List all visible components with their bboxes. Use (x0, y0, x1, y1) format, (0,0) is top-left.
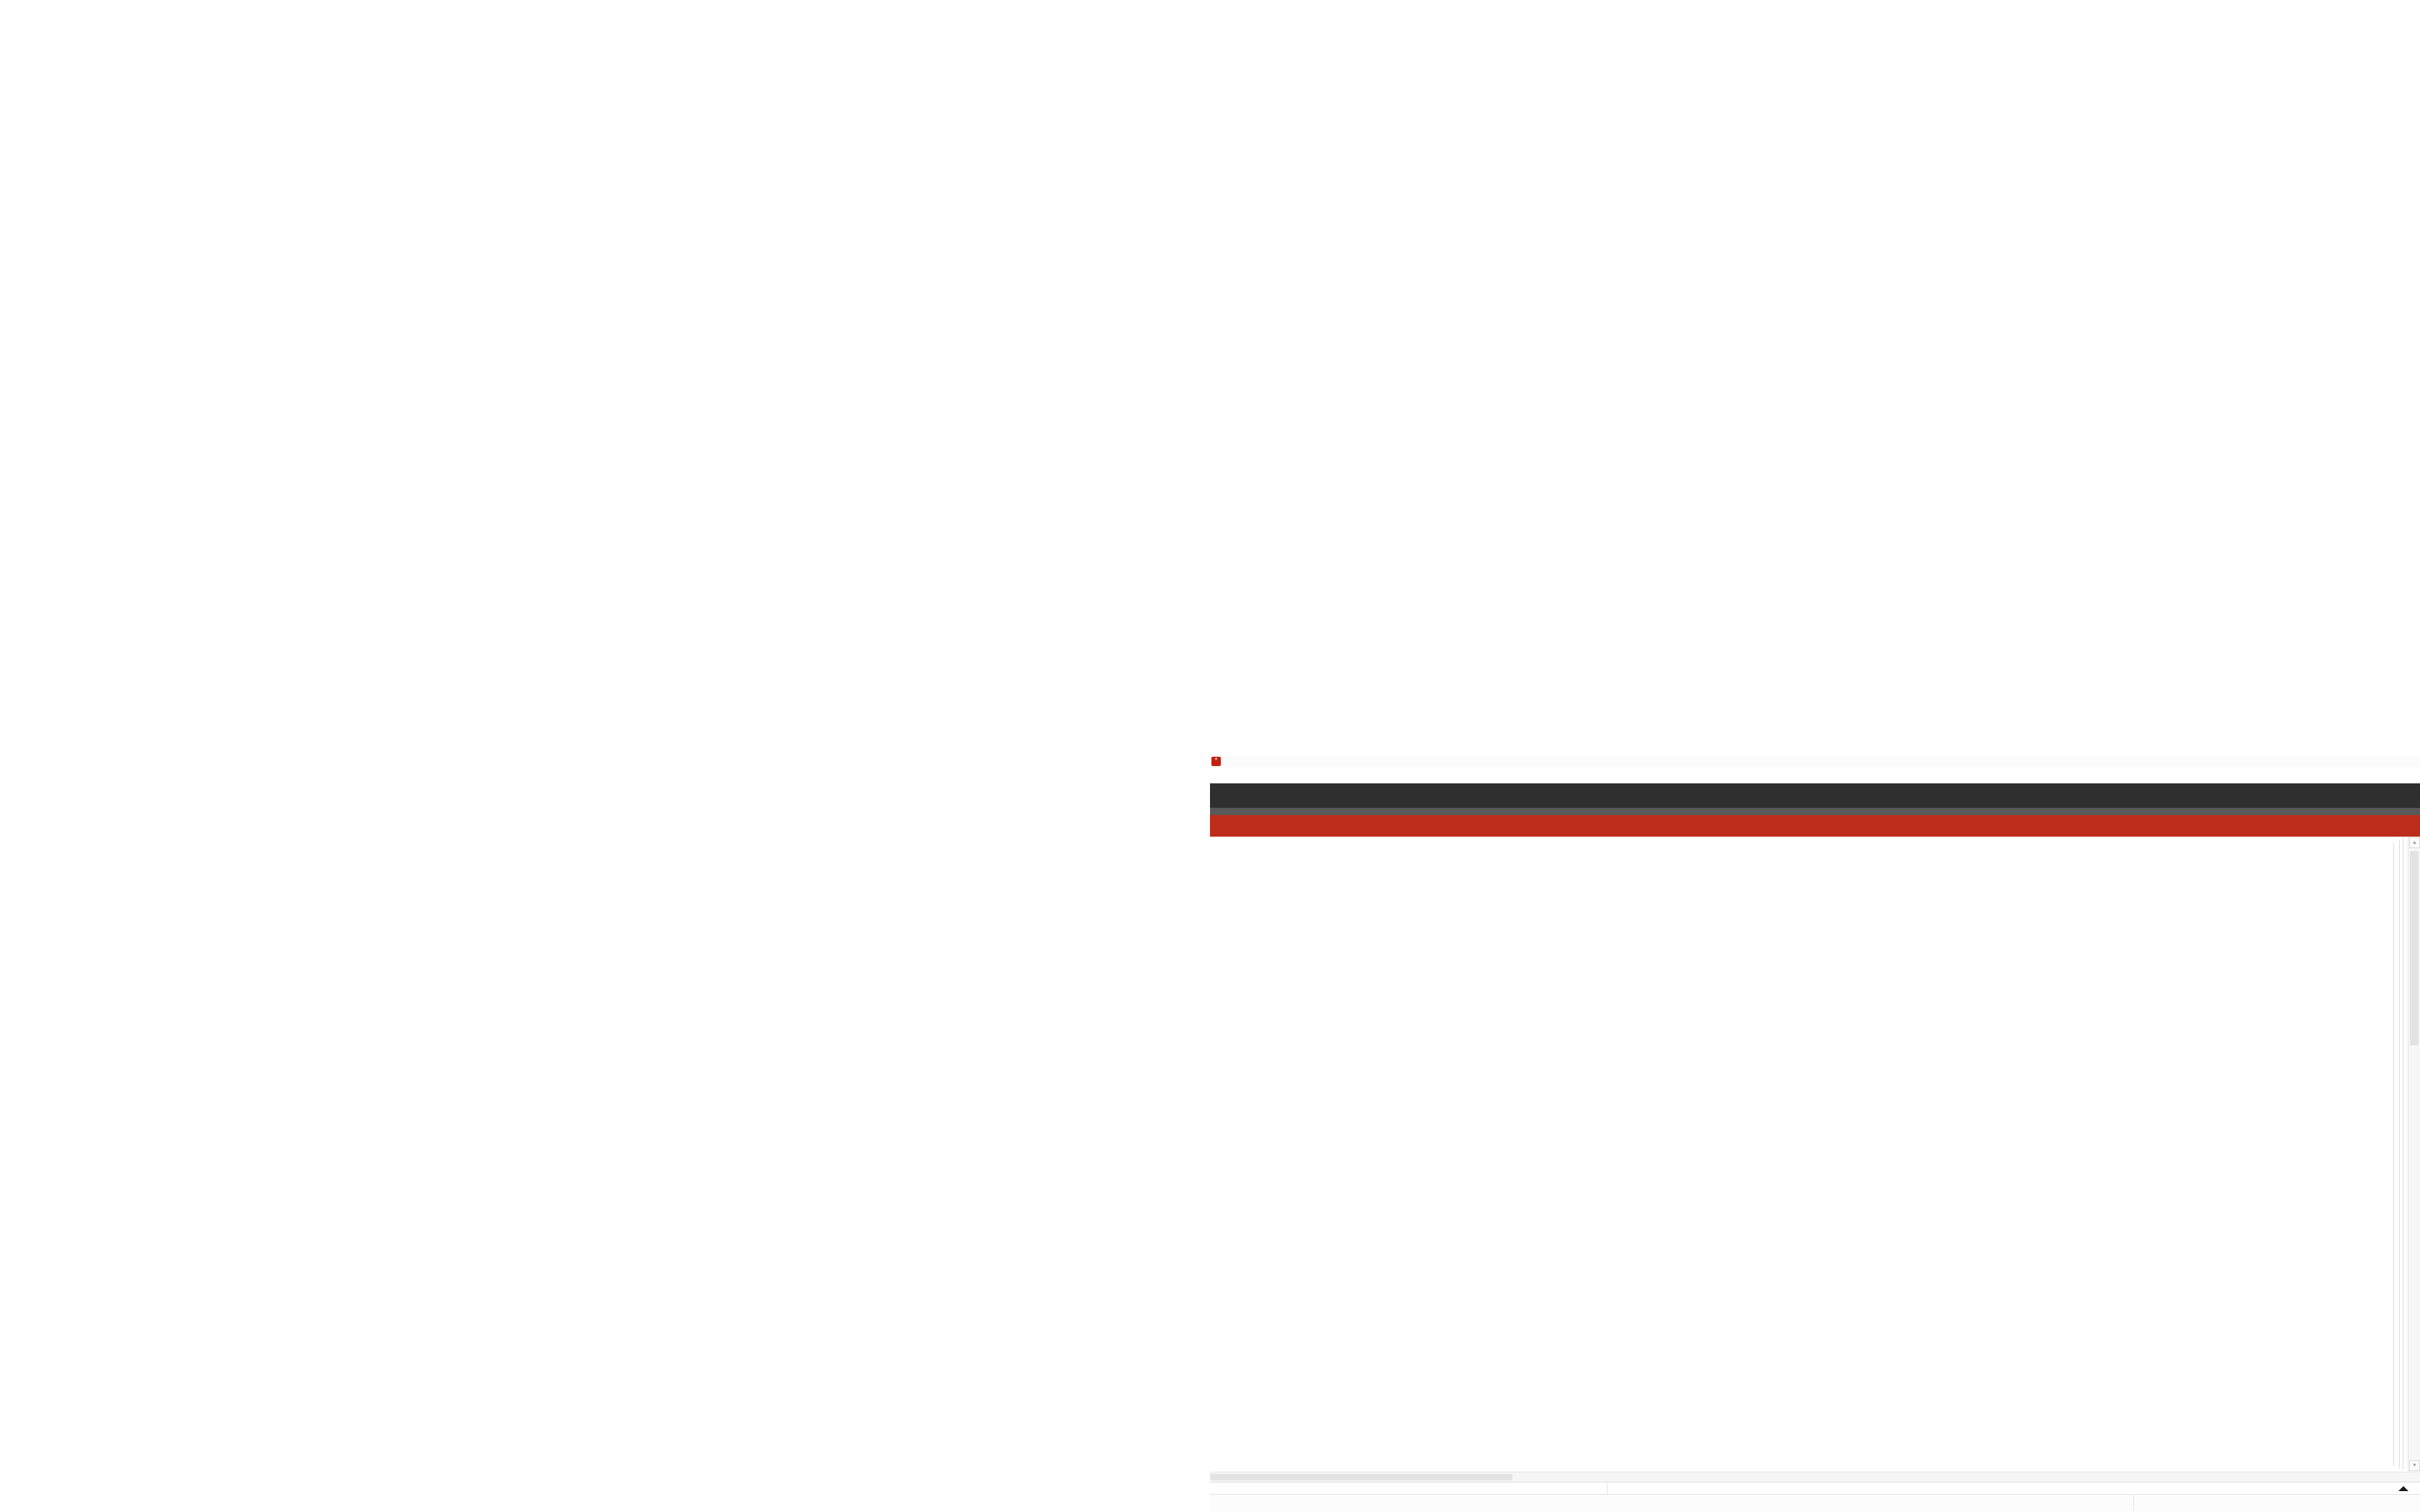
status-bar (1210, 1482, 2420, 1494)
quadrant-bottom-right (1210, 756, 2420, 1512)
scroll-down-arrow[interactable]: ▼ (2409, 1460, 2420, 1471)
cell-bracket[interactable] (2393, 842, 2394, 1466)
horizontal-scrollbar[interactable] (1210, 1472, 2420, 1482)
branding-bar (1210, 783, 2420, 808)
system-tray (2133, 1495, 2138, 1511)
gray-strip (1210, 808, 2420, 815)
vertical-scroll-thumb[interactable] (2410, 851, 2419, 1045)
vertical-scrollbar[interactable] (2408, 837, 2420, 1472)
quadrant-top-right-mirrored (1210, 0, 2420, 756)
window-titlebar[interactable] (1210, 756, 2420, 768)
scroll-up-arrow[interactable]: ▲ (2409, 837, 2420, 848)
wolfram-spikey-logo (1253, 787, 1270, 808)
quadrant-top-left-mirrored (0, 0, 1210, 756)
cell-bracket[interactable] (2399, 840, 2400, 1469)
notebook-window (1210, 756, 2420, 1512)
taskbar (1210, 1494, 2420, 1512)
quadrant-bottom-left-mirrored (0, 756, 1210, 1512)
menu-bar (1210, 768, 2420, 783)
notebook-content (1210, 837, 2420, 1472)
magnification-popup-arrow[interactable] (2398, 1486, 2408, 1491)
red-band (1210, 815, 2420, 837)
status-divider (1607, 1482, 1608, 1494)
wolfram-app-icon: * (1211, 757, 1221, 766)
horizontal-scroll-thumb[interactable] (1210, 1474, 1512, 1480)
